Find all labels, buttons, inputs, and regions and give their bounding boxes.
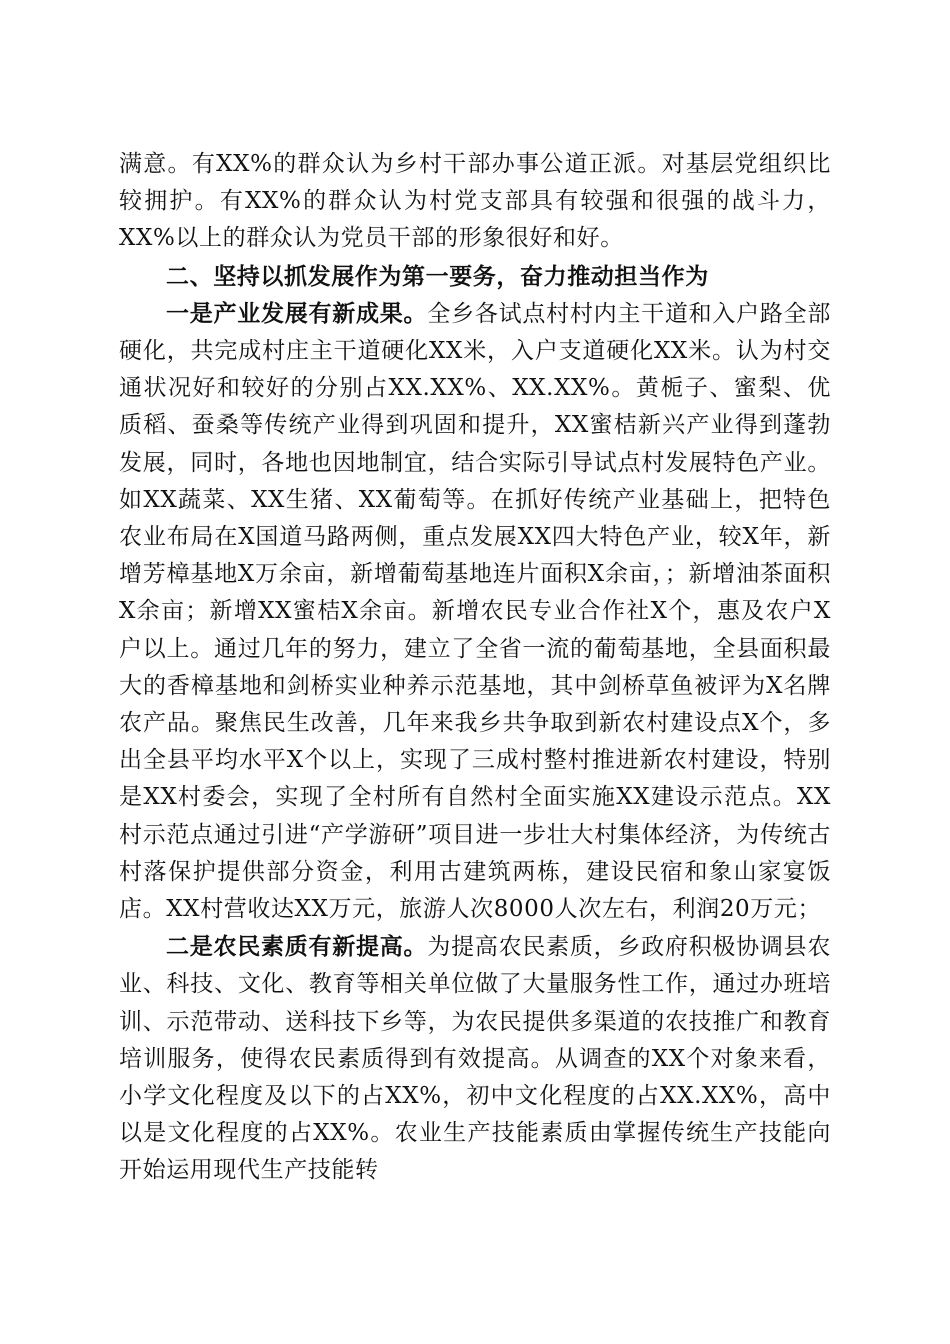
paragraph-industry bbox=[119, 295, 831, 928]
paragraph-farmer-quality bbox=[119, 928, 831, 1189]
paragraph-text: 满意。有XX%的群众认为乡村干部办事公道正派。对基层党组织比较拥护。有XX%的群众认为村党支部具有较强和很强的战斗力，XX%以上的群众认为党员干部的形象很好和好。 bbox=[119, 151, 831, 252]
section-heading: 二、坚持以抓发展作为第一要务，奋力推动担当作为 bbox=[166, 262, 709, 290]
paragraph-lead: 一是产业发展有新成果。 bbox=[166, 299, 428, 327]
paragraph-text: 全乡各试点村村内主干道和入户路全部硬化，共完成村庄主干道硬化XX米，入户支道硬化XX米。认为村交通状况好和较好的分别占XX.XX%、XX.XX%。黄栀子、蜜梨、优质稻、蚕桑等传统产业得到巩固和提升，XX蜜桔新兴产业得到蓬勃发展，同时，各地也因地制宜，结合实际引导试点村发展特色产业。如XX蔬菜、XX生猪、XX葡萄等。在抓好传统产业基础上，把特色农业布局在X国道马路两侧，重点发展XX四大特色产业，较X年，新增芳樟基地X万余亩，新增葡萄基地连片面积X余亩，；新增油茶面积X余亩；新增XX蜜桔X余亩。新增农民专业合作社X个，惠及农户X户以上。通过几年的努力，建立了全省一流的葡萄基地，全县面积最大的香樟基地和剑桥实业种养示范基地，其中剑桥草鱼被评为X名牌农产品。聚焦民生改善，几年来我乡共争取到新农村建设点X个，多出全县平均水平X个以上，实现了三成村整村推进新农村建设，特别是XX村委会，实现了全村所有自然村全面实施XX建设示范点。XX村示范点通过引进“产学游研”项目进一步壮大村集体经济，为传统古村落保护提供部分资金，利用古建筑两栋，建设民宿和象山家宴饭店。XX村营收达XX万元，旅游人次8000人次左右，利润20万元； bbox=[119, 300, 831, 923]
paragraph-text: 为提高农民素质，乡政府积极协调县农业、科技、文化、教育等相关单位做了大量服务性工作，通过办班培训、示范带动、送科技下乡等，为农民提供多渠道的农技推广和教育培训服务，使得农民素质得到有效提高。从调查的XX个对象来看，小学文化程度及以下的占XX%，初中文化程度的占XX.XX%，高中以是文化程度的占XX%。农业生产技能素质由掌握传统生产技能向开始运用现代生产技能转 bbox=[119, 934, 831, 1184]
paragraph-continuation bbox=[119, 146, 831, 258]
paragraph-lead: 二是农民素质有新提高。 bbox=[166, 933, 428, 961]
document-body bbox=[119, 146, 831, 1190]
